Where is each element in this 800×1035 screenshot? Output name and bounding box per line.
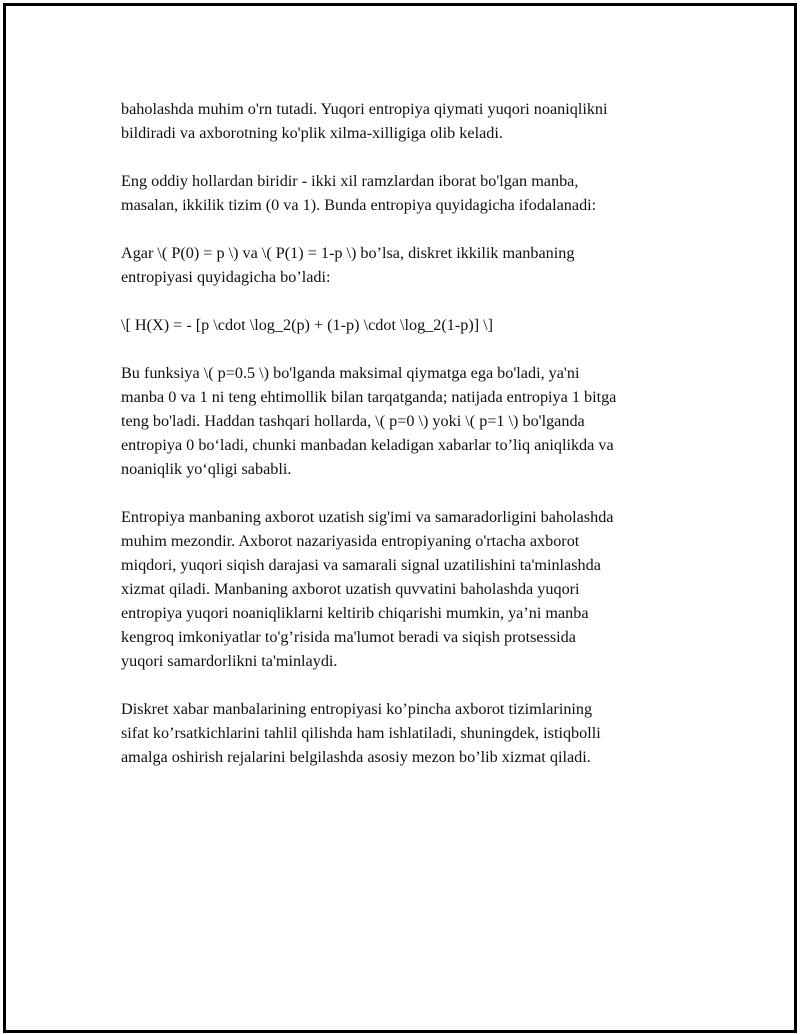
text-line: entropiyasi quyidagicha bo’ladi:: [121, 268, 331, 286]
text-line: manba 0 va 1 ni teng ehtimollik bilan tarqatganda; natijada entropiya 1 bitga: [121, 388, 617, 406]
page-frame: [3, 3, 797, 1033]
paragraph-binary-source: [121, 169, 701, 217]
text-line: entropiya 0 bo‘ladi, chunki manbadan keladigan xabarlar to’liq aniqlikda va: [121, 436, 614, 454]
document-body: [121, 97, 701, 793]
text-line: kengroq imkoniyatlar to'g’risida ma'lumot beradi va siqish protsessida: [121, 628, 576, 646]
paragraph-probability-definition: [121, 241, 701, 289]
text-line: entropiya yuqori noaniqliklarni keltirib chiqarishi mumkin, ya’ni manba: [121, 604, 589, 622]
text-line: Agar \( P(0) = p \) va \( P(1) = 1-p \) bo’lsa, diskret ikkilik manbaning: [121, 244, 575, 262]
text-line: bildiradi va axborotning ko'plik xilma-xilligiga olib keladi.: [121, 124, 503, 142]
text-line: baholashda muhim o'rn tutadi. Yuqori entropiya qiymati yuqori noaniqlikni: [121, 100, 608, 118]
text-line: noaniqlik yo‘qligi sababli.: [121, 460, 292, 478]
text-line: Diskret xabar manbalarining entropiyasi ko’pincha axborot tizimlarining: [121, 700, 593, 718]
paragraph-maximum-entropy: [121, 361, 701, 481]
text-line: teng bo'ladi. Haddan tashqari hollarda, \( p=0 \) yoki \( p=1 \) bo'lganda: [121, 412, 585, 430]
formula-line: \[ H(X) = - [p \cdot \log_2(p) + (1-p) \cdot \log_2(1-p)] \]: [121, 316, 494, 334]
paragraph-entropy-formula: [121, 313, 701, 337]
text-line: Eng oddiy hollardan biridir - ikki xil ramzlardan iborat bo'lgan manba,: [121, 172, 579, 190]
text-line: Entropiya manbaning axborot uzatish sig'imi va samaradorligini baholashda: [121, 508, 614, 526]
text-line: yuqori samardorlikni ta'minlaydi.: [121, 652, 338, 670]
paragraph-intro-continuation: [121, 97, 701, 145]
text-line: masalan, ikkilik tizim (0 va 1). Bunda entropiya quyidagicha ifodalanadi:: [121, 196, 597, 214]
paragraph-conclusion: [121, 697, 701, 769]
text-line: amalga oshirish rejalarini belgilashda asosiy mezon bo’lib xizmat qiladi.: [121, 748, 591, 766]
text-line: miqdori, yuqori siqish darajasi va samarali signal uzatilishini ta'minlashda: [121, 556, 601, 574]
text-line: xizmat qiladi. Manbaning axborot uzatish quvvatini baholashda yuqori: [121, 580, 580, 598]
text-line: Bu funksiya \( p=0.5 \) bo'lganda maksimal qiymatga ega bo'ladi, ya'ni: [121, 364, 580, 382]
text-line: sifat ko’rsatkichlarini tahlil qilishda ham ishlatiladi, shuningdek, istiqbolli: [121, 724, 601, 742]
text-line: muhim mezondir. Axborot nazariyasida entropiyaning o'rtacha axborot: [121, 532, 580, 550]
paragraph-entropy-criterion: [121, 505, 701, 673]
